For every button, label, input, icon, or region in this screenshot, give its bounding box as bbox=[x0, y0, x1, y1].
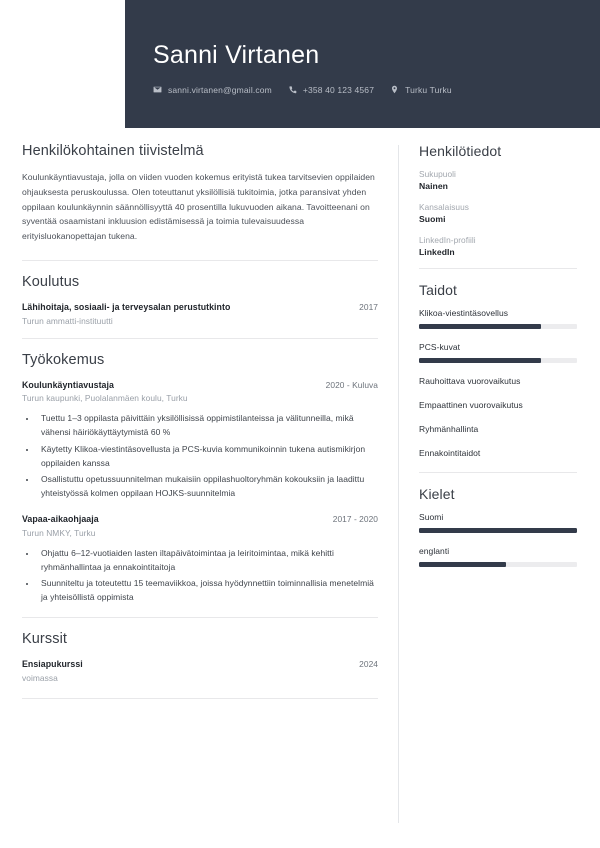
main-column bbox=[22, 143, 378, 712]
skill-level-fill bbox=[419, 324, 541, 329]
field-label: Sukupuoli bbox=[419, 169, 456, 179]
section-rule bbox=[419, 268, 577, 269]
field-value[interactable]: LinkedIn bbox=[419, 247, 455, 257]
course-entry bbox=[22, 658, 378, 683]
entry-title: Lähihoitaja, sosiaali- ja terveysalan perustutkinto bbox=[22, 301, 231, 312]
skill-name: PCS-kuvat bbox=[419, 342, 461, 352]
section-summary bbox=[22, 143, 378, 244]
language-level-fill bbox=[419, 528, 577, 533]
sidebar-column bbox=[419, 143, 577, 580]
entry-date: 2017 - 2020 bbox=[332, 514, 378, 524]
section-rule-bottom bbox=[22, 698, 378, 699]
entry-title: Koulunkäyntiavustaja bbox=[22, 379, 114, 390]
skill-level-fill bbox=[419, 358, 541, 363]
summary-text: Koulunkäyntiavustaja, jolla on viiden vuoden kokemus erityistä tukea tarvitsevien oppilaiden ohjauksesta peruskoulussa. Olen toteuttanut yksilöllisiä tukitoimia, jotka paransivat yhden oppilaan koulunkäynnin säännöllisyyttä 40 prosentilla lukuvuoden aikana. Tavoitteenani on syventää osaamistani inkluusion edistämisessä ja toimia tulevaisuudessa erityisluokanopettajan tukena. bbox=[22, 172, 375, 242]
entry-subtitle: Turun ammatti-instituutti bbox=[22, 315, 113, 326]
phone-icon bbox=[288, 85, 297, 94]
contact-email-text: sanni.virtanen@gmail.com bbox=[168, 84, 272, 95]
skill-plain: Ryhmänhallinta bbox=[419, 424, 479, 434]
section-skills bbox=[419, 268, 577, 458]
language-level-bar bbox=[419, 562, 577, 567]
bullet-item: • Käytetty Klikoa-viestintäsovellusta ja PCS-kuvia kommunikoinnin tukena autismikirjon oppilaiden kanssa bbox=[37, 443, 378, 471]
entry-title: Vapaa-aikaohjaaja bbox=[22, 514, 99, 524]
candidate-name: Sanni Virtanen bbox=[153, 41, 320, 69]
entry-head bbox=[22, 658, 378, 671]
language-name: Suomi bbox=[419, 512, 444, 522]
entry-subtitle: voimassa bbox=[22, 672, 58, 683]
section-title-education: Koulutus bbox=[22, 273, 80, 290]
contact-phone-text: +358 40 123 4567 bbox=[302, 84, 375, 95]
skill-level-bar bbox=[419, 324, 577, 329]
section-rule bbox=[22, 617, 378, 618]
section-experience bbox=[22, 338, 378, 605]
entry-head bbox=[22, 379, 378, 392]
entry-bullets bbox=[37, 412, 378, 501]
section-title-courses: Kurssit bbox=[22, 630, 68, 647]
resume-header bbox=[125, 0, 600, 128]
bullet-item: • Tuettu 1–3 oppilasta päivittäin yksilöllisissä oppimistilanteissa ja välitunneilla, mikä vähensi häiriökäyttäytymistä 60 % bbox=[37, 412, 378, 440]
entry-date: 2020 - Kuluva bbox=[325, 379, 378, 390]
contact-location[interactable] bbox=[390, 85, 452, 95]
skill-plain: Rauhoittava vuorovaikutus bbox=[419, 376, 521, 386]
language-item bbox=[419, 512, 577, 533]
experience-entry bbox=[22, 513, 378, 605]
contact-location-text: Turku Turku bbox=[405, 84, 452, 95]
bullet-item: • Osallistuttu opetussuunnitelman mukaisiin oppilashuoltoryhmän kokouksiin ja laadittu yhteistyössä kolmen oppilaan HOJKS-suunnitelmia bbox=[37, 473, 378, 501]
section-rule bbox=[22, 338, 378, 339]
skill-rated bbox=[419, 308, 577, 329]
language-item bbox=[419, 546, 577, 567]
field-label: Kansalaisuus bbox=[419, 202, 469, 212]
section-courses bbox=[22, 617, 378, 699]
skill-level-bar bbox=[419, 358, 577, 363]
skill-rated bbox=[419, 342, 577, 363]
skill-plain: Ennakointitaidot bbox=[419, 448, 481, 458]
contact-row bbox=[153, 85, 600, 95]
language-name: englanti bbox=[419, 546, 450, 556]
experience-entry bbox=[22, 379, 378, 501]
bullet-item: • Suunniteltu ja toteutettu 15 teemaviikkoa, joissa hyödynnettiin toiminnallisia menetelmiä ja yhteisöllistä oppimista bbox=[37, 577, 378, 605]
skill-name: Klikoa-viestintäsovellus bbox=[419, 308, 509, 318]
bullet-item: • Ohjattu 6–12-vuotiaiden lasten iltapäivätoimintaa ja leiritoimintaa, mikä kehitti ryhmänhallintaa ja ennakointitaitoja bbox=[37, 547, 378, 575]
envelope-icon bbox=[153, 85, 162, 94]
contact-phone[interactable] bbox=[288, 85, 374, 95]
contact-email[interactable] bbox=[153, 85, 272, 95]
field-linkedin bbox=[419, 235, 577, 257]
entry-date: 2017 bbox=[359, 301, 378, 312]
map-pin-icon bbox=[390, 85, 399, 94]
entry-bullets bbox=[37, 547, 378, 605]
column-divider bbox=[398, 145, 399, 823]
entry-subtitle: Turun kaupunki, Puolalanmäen koulu, Turku bbox=[22, 393, 188, 404]
language-level-bar bbox=[419, 528, 577, 533]
section-rule bbox=[419, 472, 577, 473]
field-gender bbox=[419, 169, 577, 191]
entry-head bbox=[22, 301, 378, 314]
language-level-fill bbox=[419, 562, 506, 567]
section-education bbox=[22, 260, 378, 326]
field-nationality bbox=[419, 202, 577, 224]
entry-subtitle: Turun NMKY, Turku bbox=[22, 527, 96, 538]
field-value: Nainen bbox=[419, 181, 448, 191]
section-title-summary: Henkilökohtainen tiivistelmä bbox=[22, 143, 204, 159]
section-title-languages: Kielet bbox=[419, 486, 455, 502]
field-value: Suomi bbox=[419, 214, 446, 224]
section-title-experience: Työkokemus bbox=[22, 351, 105, 368]
section-title-skills: Taidot bbox=[419, 282, 457, 298]
field-label: LinkedIn-profiili bbox=[419, 235, 476, 245]
entry-title: Ensiapukurssi bbox=[22, 658, 83, 669]
skill-plain: Empaattinen vuorovaikutus bbox=[419, 400, 523, 410]
section-rule bbox=[22, 260, 378, 261]
section-personal-details bbox=[419, 143, 577, 257]
education-entry bbox=[22, 301, 378, 326]
entry-date: 2024 bbox=[359, 658, 378, 669]
section-title-personal: Henkilötiedot bbox=[419, 143, 502, 159]
entry-head bbox=[22, 513, 378, 526]
section-languages bbox=[419, 472, 577, 567]
